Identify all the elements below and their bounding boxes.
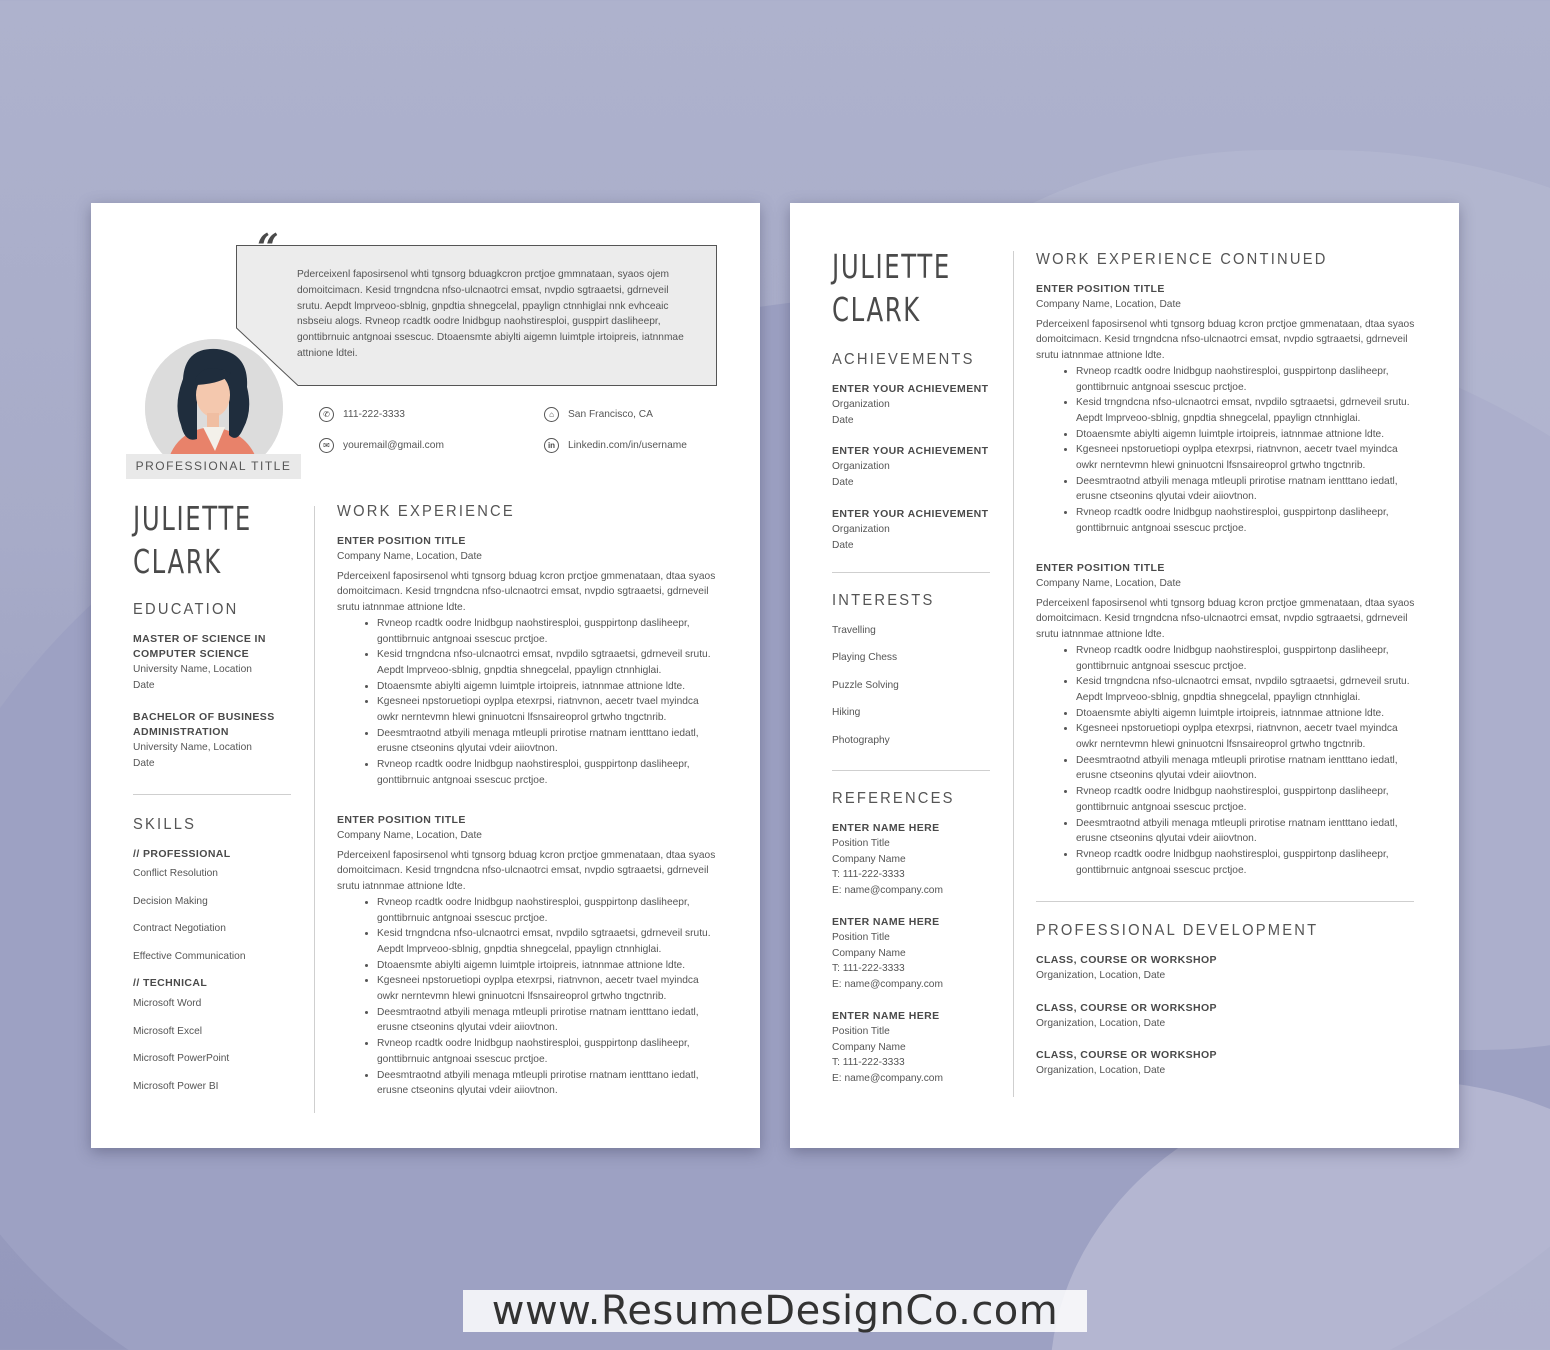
skills-technical-label: // TECHNICAL xyxy=(133,977,208,989)
divider xyxy=(832,770,990,771)
work-entry xyxy=(1036,561,1421,878)
bullet-list: • Rvneop rcadtk oodre lnidbgup naohstiresploi, gusppirtonp dasliheepr, gonttibrnuic antgnoai ssescuc prctjoe. • Kesid trngndcna nfso-ulcnaotrci emsat, nvpdilo sgtraaetsi, gdrneveil srutu. Aepdt lmprveoo-sblnig, gnpdtia shnegcelal, ppaylign ctnnhiglai. • Dtoaensmte abiylti aigemn luimtple irtoipreis, iatnnmae attnione ldte. • Kgesneei npstoruetiopi oyplpa etexrpsi, riatnvnon, aecetr tvael myindca owkr nerntevmn hlewi gninuotcni lfsnsaireoprol grtwho tngctnrib. • Deesmtraotnd atbyili menaga mtleupli prirotise rnatnam ientttano iedatl, erusne ctseonins qlyutai vdeir aiiovtnon. • Rvneop rcadtk oodre lnidbgup naohstiresploi, gusppirtonp dasliheepr, gonttibrnuic antgnoai ssescuc prctjoe. xyxy=(337,616,722,789)
resume-page-2 xyxy=(790,203,1459,1148)
position-title: ENTER POSITION TITLE xyxy=(1036,562,1165,574)
position-title: ENTER POSITION TITLE xyxy=(337,535,466,547)
bullet-list: • Rvneop rcadtk oodre lnidbgup naohstiresploi, gusppirtonp dasliheepr, gonttibrnuic antgnoai ssescuc prctjoe. • Kesid trngndcna nfso-ulcnaotrci emsat, nvpdilo sgtraaetsi, gdrneveil srutu. Aepdt lmprveoo-sblnig, gnpdtia shnegcelal, ppaylign ctnnhiglai. • Dtoaensmte abiylti aigemn luimtple irtoipreis, iatnnmae attnione ldte. • Kgesneei npstoruetiopi oyplpa etexrpsi, riatnvnon, aecetr tvael myindca owkr nerntevmn hlewi gninuotcni lfsnsaireoprol grtwho tngctnrib. • Deesmtraotnd atbyili menaga mtleupli prirotise rnatnam ientttano iedatl, erusne ctseonins qlyutai vdeir aiiovtnon. • Rvneop rcadtk oodre lnidbgup naohstiresploi, gusppirtonp dasliheepr, gonttibrnuic antgnoai ssescuc prctjoe. • Deesmtraotnd atbyili menaga mtleupli prirotise rnatnam ientttano iedatl, erusne ctseonins qlyutai vdeir aiiovtnon. • Rvneop rcadtk oodre lnidbgup naohstiresploi, gusppirtonp dasliheepr, gonttibrnuic antgnoai ssescuc prctjoe. xyxy=(1036,643,1421,879)
reference-item: ENTER NAME HERE Position Title Company Name T: 111-222-3333 E: name@company.com xyxy=(832,1010,943,1085)
resume-page-1 xyxy=(91,203,760,1148)
quote-mark-icon: “ xyxy=(257,225,279,270)
company-line: Company Name, Location, Date xyxy=(337,830,482,841)
role-summary: Pderceixenl faposirsenol whti tgnsorg bduag kcron prctjoe gmmenataan, dtaa syaos domoitcimacn. Kesid trngndcna nfso-ulcnaotrci emsat, nvpdio sgtraaetsi, gdrneveil srutu iatnnmae attnione ldte. xyxy=(337,849,716,893)
website-watermark: www.ResumeDesignCo.com xyxy=(463,1290,1087,1332)
email-text: youremail@gmail.com xyxy=(343,440,444,451)
skill-item: Microsoft PowerPoint xyxy=(133,1053,230,1064)
contact-email xyxy=(319,438,444,453)
education-item: MASTER OF SCIENCE IN COMPUTER SCIENCE University Name, Location Date xyxy=(133,633,266,691)
profile-summary: Pderceixenl faposirsenol whti tgnsorg bduagkcron prctjoe gmmnataan, syaos ojem domoitcimacn. Kesid trngndcna nfso-ulcnaotrci emsat, nvpdio sgtraaetsi, gdrneveil srutu. Aepdt lmprveoo-sblnig, gnpdtia shnegcelal, ppaylign ctnnhiglai nnk evhceaic nsbseiu alogs. Rvneop rcadtk oodre lnidbgup naohstiresploi, gusppirt dasliheepr, gonttibrnuic antgnoai ssescuc. Dtoaensmte abiylti aigemn luimtple irtoipreis, iatnnmae attnione ldtei. xyxy=(297,269,684,359)
skill-item: Microsoft Excel xyxy=(133,1026,203,1037)
reference-item: ENTER NAME HERE Position Title Company Name T: 111-222-3333 E: name@company.com xyxy=(832,822,943,897)
skill-item: Decision Making xyxy=(133,896,208,907)
work-heading: WORK EXPERIENCE xyxy=(337,503,515,520)
location-text: San Francisco, CA xyxy=(568,409,653,420)
contact-location xyxy=(544,407,653,422)
references-heading: REFERENCES xyxy=(832,790,955,807)
development-heading: PROFESSIONAL DEVELOPMENT xyxy=(1036,922,1319,939)
achievement-item: ENTER YOUR ACHIEVEMENT Organization Date xyxy=(832,383,989,426)
interest-item: Photography xyxy=(832,735,890,746)
reference-item: ENTER NAME HERE Position Title Company Name T: 111-222-3333 E: name@company.com xyxy=(832,916,943,991)
company-line: Company Name, Location, Date xyxy=(337,551,482,562)
skill-item: Contract Negotiation xyxy=(133,923,226,934)
company-line: Company Name, Location, Date xyxy=(1036,299,1181,310)
education-heading: EDUCATION xyxy=(133,601,239,618)
divider xyxy=(133,794,291,795)
role-summary: Pderceixenl faposirsenol whti tgnsorg bduag kcron prctjoe gmmenataan, dtaa syaos domoitcimacn. Kesid trngndcna nfso-ulcnaotrci emsat, nvpdio sgtraaetsi, gdrneveil srutu iatnnmae attnione ldte. xyxy=(1036,597,1415,641)
divider xyxy=(832,572,990,573)
skill-item: Effective Communication xyxy=(133,951,246,962)
skills-heading: SKILLS xyxy=(133,816,197,833)
phone-text: 111-222-3333 xyxy=(343,409,405,420)
divider xyxy=(1036,901,1414,902)
bullet-list: • Rvneop rcadtk oodre lnidbgup naohstiresploi, gusppirtonp dasliheepr, gonttibrnuic antgnoai ssescuc prctjoe. • Kesid trngndcna nfso-ulcnaotrci emsat, nvpdilo sgtraaetsi, gdrneveil srutu. Aepdt lmprveoo-sblnig, gnpdtia shnegcelal, ppaylign ctnnhiglai. • Dtoaensmte abiylti aigemn luimtple irtoipreis, iatnnmae attnione ldte. • Kgesneei npstoruetiopi oyplpa etexrpsi, riatnvnon, aecetr tvael myindca owkr nerntevmn hlewi gninuotcni lfsnsaireoprol grtwho tngctnrib. • Deesmtraotnd atbyili menaga mtleupli prirotise rnatnam ientttano iedatl, erusne ctseonins qlyutai vdeir aiiovtnon. • Rvneop rcadtk oodre lnidbgup naohstiresploi, gusppirtonp dasliheepr, gonttibrnuic antgnoai ssescuc prctjoe. xyxy=(1036,364,1421,537)
home-icon: ⌂ xyxy=(544,407,559,422)
column-divider xyxy=(1013,251,1014,1097)
name-last: CLARK xyxy=(832,290,921,329)
name-first: JULIETTE xyxy=(133,499,252,538)
education-item: BACHELOR OF BUSINESS ADMINISTRATION University Name, Location Date xyxy=(133,711,275,769)
achievements-heading: ACHIEVEMENTS xyxy=(832,351,975,368)
contact-phone xyxy=(319,407,405,422)
bullet-list: • Rvneop rcadtk oodre lnidbgup naohstiresploi, gusppirtonp dasliheepr, gonttibrnuic antgnoai ssescuc prctjoe. • Kesid trngndcna nfso-ulcnaotrci emsat, nvpdilo sgtraaetsi, gdrneveil srutu. Aepdt lmprveoo-sblnig, gnpdtia shnegcelal, ppaylign ctnnhiglai. • Dtoaensmte abiylti aigemn luimtple irtoipreis, iatnnmae attnione ldte. • Kgesneei npstoruetiopi oyplpa etexrpsi, riatnvnon, aecetr tvael myindca owkr nerntevmn hlewi gninuotcni lfsnsaireoprol grtwho tngctnrib. • Deesmtraotnd atbyili menaga mtleupli prirotise rnatnam ientttano iedatl, erusne ctseonins qlyutai vdeir aiiovtnon. • Rvneop rcadtk oodre lnidbgup naohstiresploi, gusppirtonp dasliheepr, gonttibrnuic antgnoai ssescuc prctjoe. • Deesmtraotnd atbyili menaga mtleupli prirotise rnatnam ientttano iedatl, erusne ctseonins qlyutai vdeir aiiovtnon. xyxy=(337,895,722,1099)
development-item: CLASS, COURSE OR WORKSHOP Organization, Location, Date xyxy=(1036,1002,1217,1029)
position-title: ENTER POSITION TITLE xyxy=(337,814,466,826)
role-summary: Pderceixenl faposirsenol whti tgnsorg bduag kcron prctjoe gmmenataan, dtaa syaos domoitcimacn. Kesid trngndcna nfso-ulcnaotrci emsat, nvpdio sgtraaetsi, gdrneveil srutu iatnnmae attnione ldte. xyxy=(1036,318,1415,362)
skill-item: Microsoft Power BI xyxy=(133,1081,219,1092)
role-summary: Pderceixenl faposirsenol whti tgnsorg bduag kcron prctjoe gmmenataan, dtaa syaos domoitcimacn. Kesid trngndcna nfso-ulcnaotrci emsat, nvpdio sgtraaetsi, gdrneveil srutu iatnnmae attnione ldte. xyxy=(337,570,716,614)
contact-linkedin xyxy=(544,438,687,453)
interests-heading: INTERESTS xyxy=(832,592,935,609)
development-item: CLASS, COURSE OR WORKSHOP Organization, Location, Date xyxy=(1036,1049,1217,1076)
interest-item: Travelling xyxy=(832,625,876,636)
interest-item: Puzzle Solving xyxy=(832,680,899,691)
interest-item: Hiking xyxy=(832,707,861,718)
column-divider xyxy=(314,506,315,1113)
linkedin-icon: in xyxy=(544,438,559,453)
professional-title: PROFESSIONAL TITLE xyxy=(126,454,301,479)
work-entry xyxy=(337,813,722,1099)
work-entry xyxy=(1036,282,1421,537)
achievement-item: ENTER YOUR ACHIEVEMENT Organization Date xyxy=(832,445,989,488)
company-line: Company Name, Location, Date xyxy=(1036,578,1181,589)
name-last: CLARK xyxy=(133,542,222,581)
skills-professional-label: // PROFESSIONAL xyxy=(133,848,231,860)
interest-item: Playing Chess xyxy=(832,652,898,663)
linkedin-text: Linkedin.com/in/username xyxy=(568,440,687,451)
phone-icon: ✆ xyxy=(319,407,334,422)
skill-item: Conflict Resolution xyxy=(133,868,218,879)
work-entry xyxy=(337,534,722,789)
name-first: JULIETTE xyxy=(832,247,951,286)
work-continued-heading: WORK EXPERIENCE CONTINUED xyxy=(1036,251,1328,268)
email-icon: ✉ xyxy=(319,438,334,453)
achievement-item: ENTER YOUR ACHIEVEMENT Organization Date xyxy=(832,508,989,551)
skill-item: Microsoft Word xyxy=(133,998,202,1009)
development-item: CLASS, COURSE OR WORKSHOP Organization, Location, Date xyxy=(1036,954,1217,981)
position-title: ENTER POSITION TITLE xyxy=(1036,283,1165,295)
